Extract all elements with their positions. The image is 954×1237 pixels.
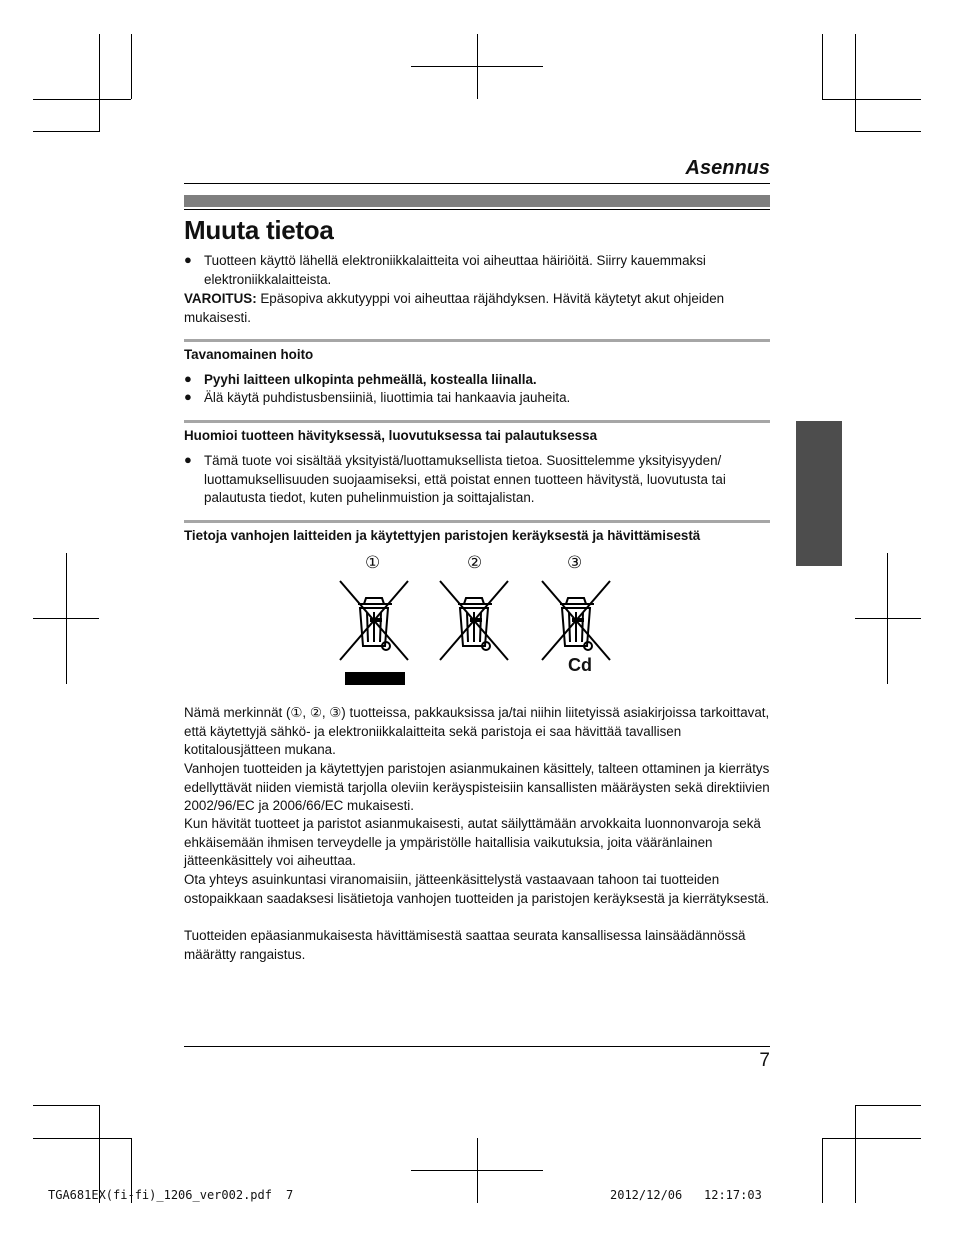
bullet-dot: ●	[184, 252, 192, 267]
warning-text: Epäsopiva akkutyyppi voi aiheuttaa räjähdyksen. Hävitä käytetyt akut ohjeiden mukaisesti.	[184, 291, 725, 325]
disposal-title: Huomioi tuotteen hävityksessä, luovutuksessa tai palautuksessa	[184, 428, 598, 443]
section-rule	[184, 339, 770, 342]
crossed-bin-with-bar-icon	[336, 578, 414, 688]
weee-paragraph-2: Vanhojen tuotteiden ja käytettyjen paristojen asianmukainen käsittely, talteen ottaminen ja kierrätys edellyttävät niiden viemistä tarjolla oleviin keräyspisteisiin kansallisten määräysten sekä direktiivien 2002/96/EC ja 2006/66/EC mukaisesti.	[184, 761, 770, 813]
care-title: Tavanomainen hoito	[184, 347, 314, 362]
section-rule	[184, 420, 770, 423]
weee-paragraph-3: Kun hävität tuotteet ja paristot asianmukaisesti, autat säilyttämään arvokkaita luonnonvaroja sekä ehkäisemään ihmisen terveydelle ja ympäristölle haitallisia vaikutuksia, joita vääränlainen jätteenkäsittely voi aiheuttaa.	[184, 816, 761, 868]
bullet-dot: ●	[184, 389, 192, 404]
weee-paragraph-4: Ota yhteys asuinkuntasi viranomaisiin, jätteenkäsittelystä vastaavaan tahoon tai tuotteiden ostopaikkaan saadaksesi lisätietoja vanhojen tuotteiden ja paristojen keräyksestä ja kierrätyksestä.	[184, 872, 770, 906]
title-accent-bar	[184, 195, 770, 207]
weee-paragraph-5: Tuotteiden epäasianmukaisesta hävittämisestä saattaa seurata kansallisessa lainsäädännössä määrätty rangaistus.	[184, 928, 746, 962]
disposal-bullet-1: Tämä tuote voi sisältää yksityistä/luottamuksellista tietoa. Suosittelemme yksityisyyden/ luottamuksellisuuden suojaamiseksi, että poistat ennen tuotteen hävitystä, luovutusta tai palautusta tiedot, kuten puhelinmuistion ja soittajalistan.	[204, 453, 726, 505]
page-number: 7	[759, 1050, 770, 1071]
care-bullet-1: Pyyhi laitteen ulkopinta pehmeällä, kostealla liinalla.	[204, 372, 537, 387]
section-rule	[184, 520, 770, 523]
warning-paragraph	[184, 290, 774, 327]
print-footer-file: TGA681EX(fi-fi)_1206_ver002.pdf	[48, 1188, 272, 1202]
print-footer-date: 2012/12/06	[610, 1188, 683, 1202]
intro-bullet-1: Tuotteen käyttö lähellä elektroniikkalaitteita voi aiheuttaa häiriöitä. Siirry kauemmaksi elektroniikkalaitteista.	[204, 253, 706, 287]
warning-label: VAROITUS:	[184, 291, 257, 306]
cd-caption: Cd	[568, 655, 592, 675]
symbol-label-3: ③	[567, 553, 583, 572]
symbol-label-1: ①	[365, 553, 381, 572]
print-footer-page: 7	[286, 1188, 294, 1202]
header-section-title: Asennus	[685, 157, 770, 179]
symbol-label-2: ②	[467, 553, 483, 572]
header-rule	[184, 183, 770, 184]
crossed-bin-icon	[436, 578, 514, 688]
footer-rule	[184, 1046, 770, 1047]
care-bullet-2: Älä käytä puhdistusbensiiniä, liuottimia tai hankaavia jauheita.	[204, 390, 571, 405]
page-title: Muuta tietoa	[184, 215, 334, 245]
print-footer-time: 12:17:03	[704, 1188, 762, 1202]
bullet-dot: ●	[184, 452, 192, 467]
weee-paragraph-1: Nämä merkinnät (①, ②, ③) tuotteissa, pakkauksissa ja/tai niihin liitetyissä asiakirjoissa tarkoittavat, että käytettyjä sähkö- ja elektroniikkalaitteita sekä paristoja ei saa hävittää tavallisen kotitalousjätteen mukana.	[184, 705, 770, 757]
side-tab	[796, 421, 842, 566]
weee-title: Tietoja vanhojen laitteiden ja käytettyjen paristojen keräyksestä ja hävittämisestä	[184, 528, 701, 543]
bullet-dot: ●	[184, 371, 192, 386]
title-rule	[184, 209, 770, 210]
